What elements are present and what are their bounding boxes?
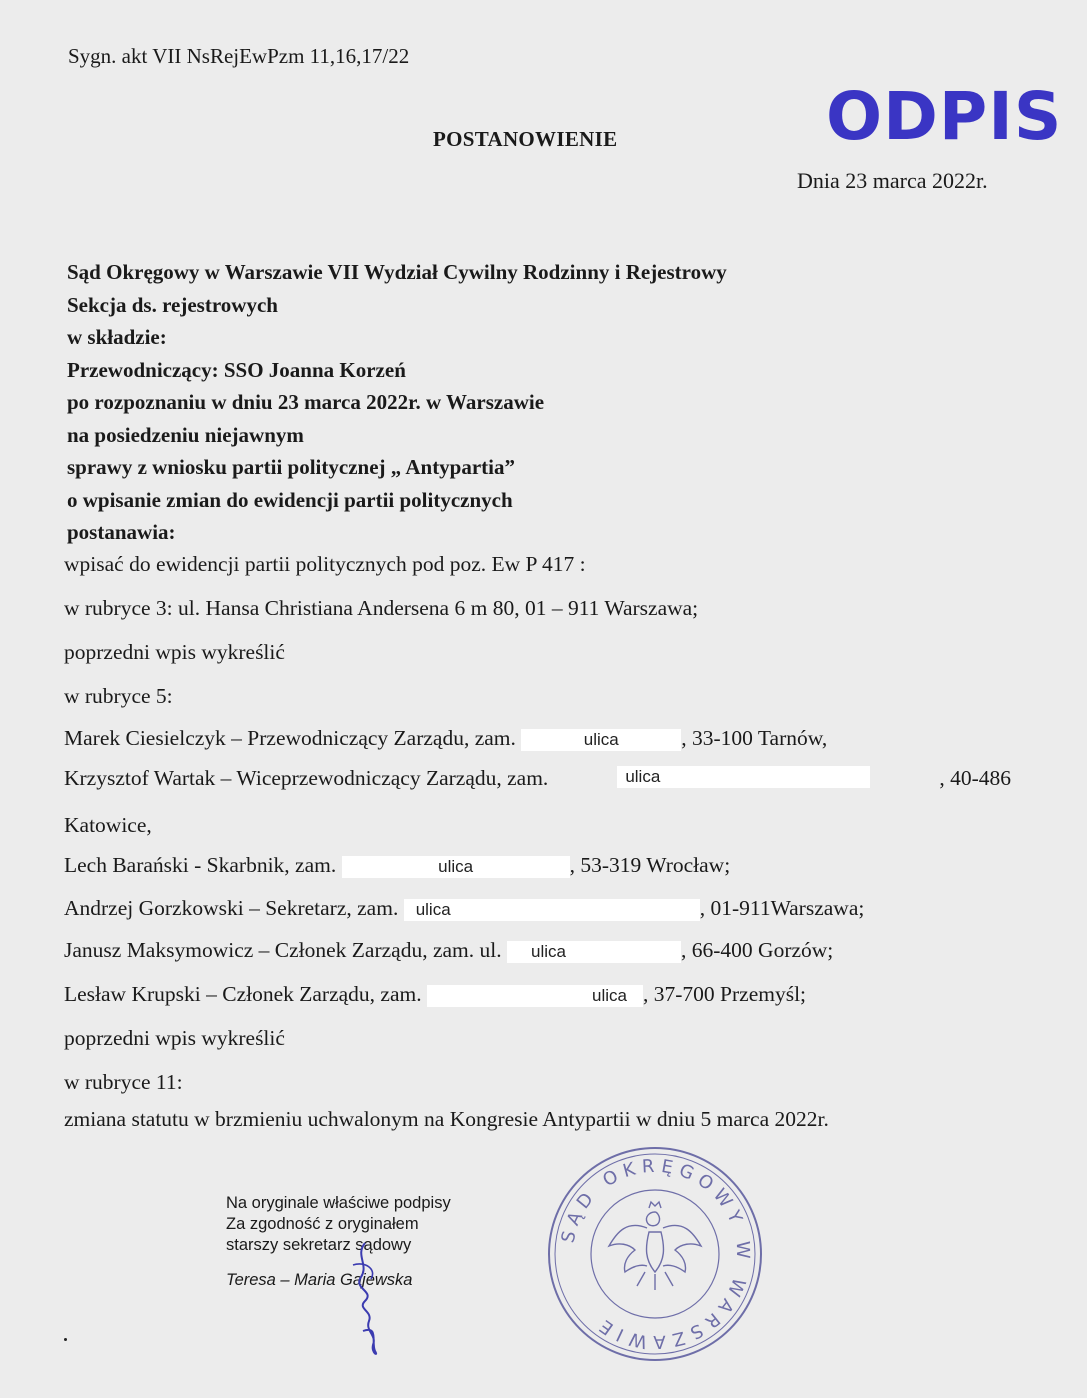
- redacted-address: ulica: [521, 729, 681, 751]
- rubric-3-line: w rubryce 3: ul. Hansa Christiana Andersena 6 m 80, 01 – 911 Warszawa;: [64, 596, 699, 620]
- court-line: na posiedzeniu niejawnym: [67, 422, 304, 447]
- court-line: Przewodniczący: SSO Joanna Korzeń: [67, 357, 406, 382]
- eagle-icon: [609, 1202, 701, 1290]
- member-line: [64, 813, 152, 838]
- court-seal: [545, 1142, 765, 1367]
- court-line: po rozpoznaniu w dniu 23 marca 2022r. w Warszawie: [67, 390, 545, 414]
- delete-entry-line: poprzedni wpis wykreślić: [64, 1026, 285, 1050]
- certification-line: starszy sekretarz sądowy: [226, 1236, 412, 1254]
- delete-entry-line: poprzedni wpis wykreślić: [64, 640, 285, 664]
- member-text: , 66-400 Gorzów;: [681, 938, 834, 962]
- member-line: [64, 766, 1011, 791]
- redacted-address: ulica: [342, 856, 570, 878]
- court-line: o wpisanie zmian do ewidencji partii politycznych: [67, 487, 513, 512]
- document-date: Dnia 23 marca 2022r.: [797, 168, 988, 193]
- intro-line: wpisać do ewidencji partii politycznych pod poz. Ew P 417 :: [64, 552, 586, 576]
- member-line: [64, 896, 864, 921]
- court-line: Sąd Okręgowy w Warszawie VII Wydział Cywilny Rodzinny i Rejestrowy: [67, 260, 727, 284]
- member-text: Lech Barański - Skarbnik, zam.: [64, 853, 342, 877]
- court-line: Sekcja ds. rejestrowych: [67, 292, 278, 317]
- odpis-stamp: ODPIS: [826, 78, 1063, 155]
- member-text: Krzysztof Wartak – Wiceprzewodniczący Zarządu, zam.: [64, 766, 549, 790]
- court-line: postanawia:: [67, 520, 176, 544]
- secretary-name: Teresa – Maria Gajewska: [226, 1271, 413, 1289]
- handwritten-signature: [335, 1235, 395, 1360]
- court-line: w składzie:: [67, 325, 167, 349]
- certification-line: Za zgodność z oryginałem: [226, 1215, 419, 1233]
- court-composition: [67, 256, 727, 549]
- certification-line: Na oryginale właściwe podpisy: [226, 1194, 451, 1212]
- member-text: , 37-700 Przemyśl;: [643, 982, 807, 1006]
- case-reference: Sygn. akt VII NsRejEwPzm 11,16,17/22: [68, 44, 410, 68]
- member-line: [64, 938, 833, 963]
- redacted-address: ulica: [507, 941, 681, 963]
- rubric-11-line: w rubryce 11:: [64, 1070, 183, 1094]
- member-line: [64, 853, 730, 878]
- seal-text: SĄD OKRĘGOWY W WARSZAWIE: [557, 1155, 754, 1353]
- member-text: , 53-319 Wrocław;: [569, 853, 731, 877]
- member-text: , 01-911Warszawa;: [699, 896, 865, 920]
- member-text: Katowice,: [64, 813, 152, 837]
- member-text: Marek Ciesielczyk – Przewodniczący Zarządu, zam.: [64, 726, 522, 750]
- member-text: Lesław Krupski – Członek Zarządu, zam.: [64, 982, 427, 1006]
- member-text: , 33-100 Tarnów,: [681, 726, 828, 750]
- redacted-address: ulica: [427, 985, 643, 1007]
- member-text: Andrzej Gorzkowski – Sekretarz, zam.: [64, 896, 404, 920]
- member-line: [64, 726, 827, 751]
- rubric-5-line: w rubryce 5:: [64, 684, 173, 708]
- margin-dot: [64, 1338, 67, 1341]
- document-title: POSTANOWIENIE: [433, 127, 618, 151]
- court-line: sprawy z wniosku partii politycznej „ Antypartia”: [67, 455, 516, 479]
- redacted-address: ulica: [617, 766, 870, 788]
- statute-change-line: zmiana statutu w brzmieniu uchwalonym na Kongresie Antypartii w dniu 5 marca 2022r.: [64, 1107, 829, 1131]
- member-text: , 40-486: [939, 766, 1011, 790]
- redacted-address: ulica: [404, 899, 700, 921]
- member-line: [64, 982, 806, 1007]
- member-text: Janusz Maksymowicz – Członek Zarządu, zam. ul.: [64, 938, 508, 962]
